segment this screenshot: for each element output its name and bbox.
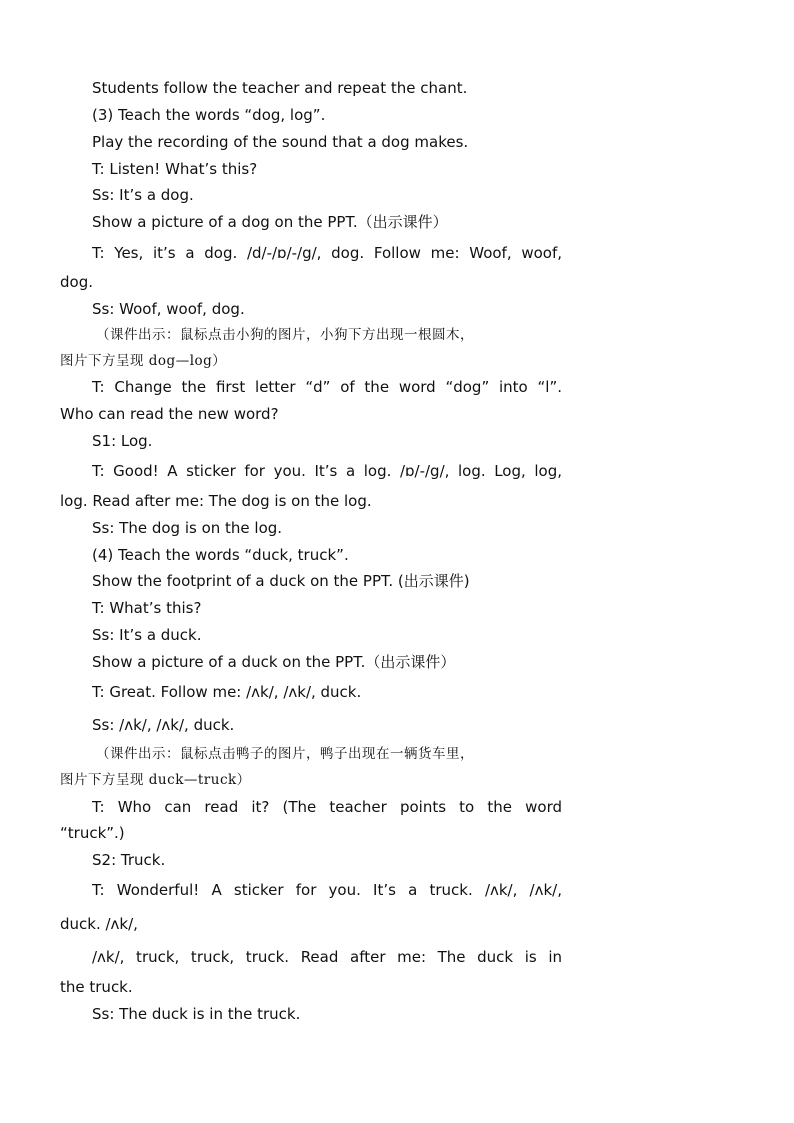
text-line-ss-woof: Ss: Woof, woof, dog. [92,300,245,318]
text-line-ss-dog: Ss: It’s a dog. [92,186,194,204]
text-line-duck-truck-note: 图片下方呈现 duck—truck） [60,772,251,788]
text-line-the-truck: the truck. [60,978,133,996]
text-line-teacher-sticker-log: T: Good! A sticker for you. It’s a log. /ɒ/-/g/, log. Log, log, [92,462,562,480]
text-line-courseware-dog-note: （课件出示：鼠标点击小狗的图片，小狗下方出现一根圆木， [96,327,474,343]
text-line-show-footprint: Show the footprint of a duck on the PPT. (出示课件) [92,572,470,590]
text-line-teacher-wonderful: T: Wonderful! A sticker for you. It’s a truck. /ʌk/, /ʌk/, [92,881,562,899]
text-line-dog-continuation: dog. [60,273,93,291]
text-line-ss-duck-in-truck: Ss: The duck is in the truck. [92,1005,301,1023]
text-line-truck-word: “truck”.) [60,824,125,842]
text-line-truck-read-after: /ʌk/, truck, truck, truck. Read after me: The duck is in [92,948,562,966]
text-line-dog-on-log: log. Read after me: The dog is on the log. [60,492,372,510]
text-line-duck-sound: duck. /ʌk/, [60,915,138,933]
text-line-show-duck-picture: Show a picture of a duck on the PPT.（出示课件） [92,653,456,671]
text-line-s2-truck: S2: Truck. [92,851,166,869]
text-line-teach-dog-log: (3) Teach the words “dog, log”. [92,106,326,124]
text-line-courseware-duck-note: （课件出示：鼠标点击鸭子的图片，鸭子出现在一辆货车里， [96,746,474,762]
text-line-change-letter: T: Change the first letter “d” of the word “dog” into “l”. [92,378,562,396]
text-line-show-dog-picture: Show a picture of a dog on the PPT.（出示课件） [92,213,448,231]
text-line-s1-log: S1: Log. [92,432,153,450]
text-line-play-recording: Play the recording of the sound that a dog makes. [92,133,469,151]
text-line-teach-duck-truck: (4) Teach the words “duck, truck”. [92,546,349,564]
text-line-ss-dog-on-log: Ss: The dog is on the log. [92,519,283,537]
text-line-teacher-follow-duck: T: Great. Follow me: /ʌk/, /ʌk/, duck. [92,683,362,701]
text-line-students-chant: Students follow the teacher and repeat the chant. [92,79,468,97]
text-line-ss-duck-sound: Ss: /ʌk/, /ʌk/, duck. [92,716,235,734]
text-line-teacher-what: T: What’s this? [92,599,202,617]
text-line-ss-duck: Ss: It’s a duck. [92,626,202,644]
text-line-teacher-dog-follow: T: Yes, it’s a dog. /d/-/ɒ/-/g/, dog. Follow me: Woof, woof, [92,244,562,262]
text-line-dog-log-note: 图片下方呈现 dog—log） [60,353,227,369]
text-line-who-can-read: Who can read the new word? [60,405,279,423]
text-line-who-can-read-it: T: Who can read it? (The teacher points to the word [92,798,562,816]
text-line-teacher-listen: T: Listen! What’s this? [92,160,258,178]
